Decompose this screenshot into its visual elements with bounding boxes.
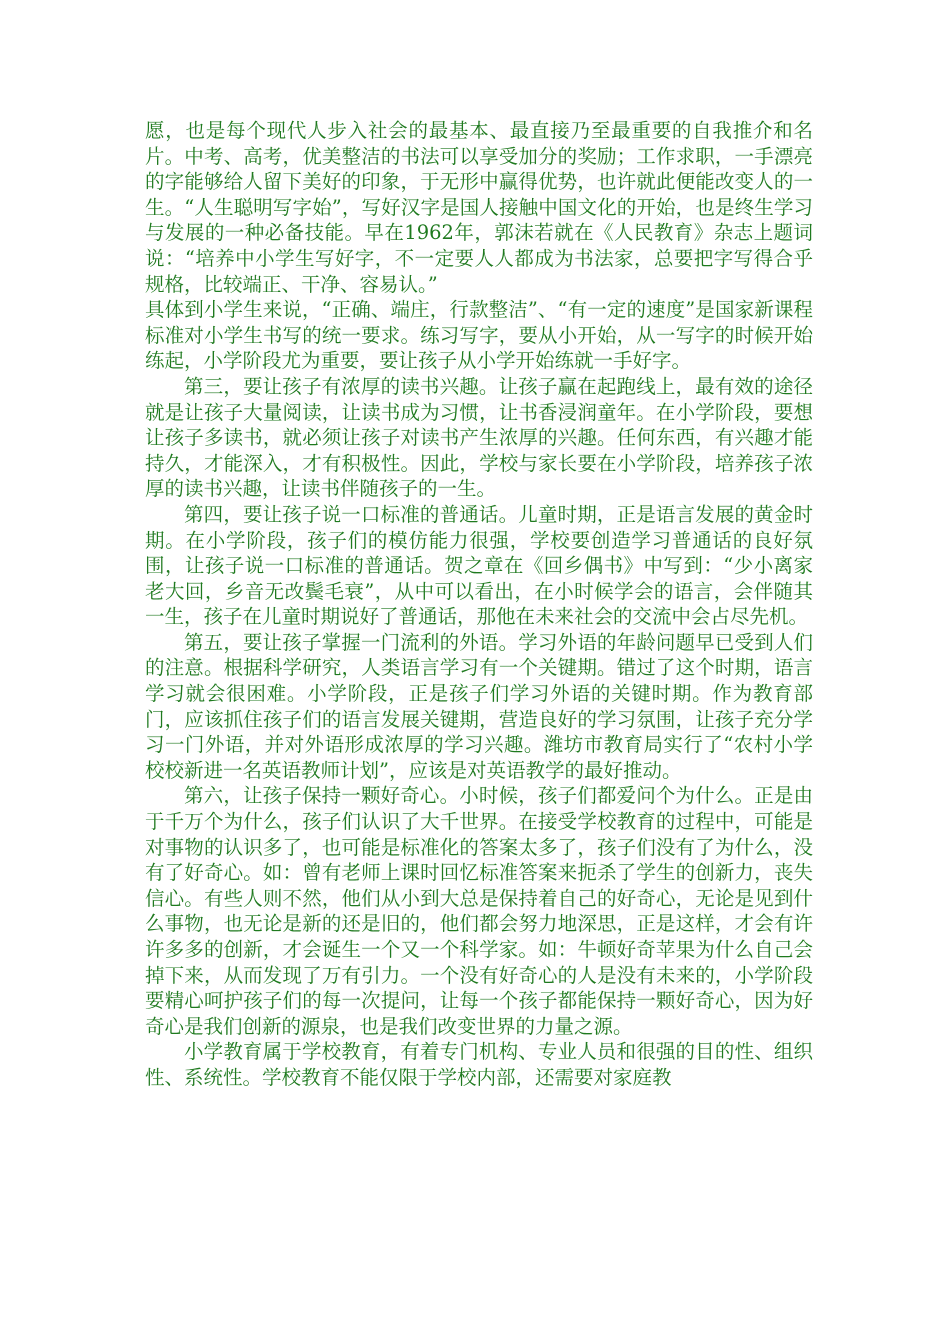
paragraph-third-reading-interest: 第三，要让孩子有浓厚的读书兴趣。让孩子赢在起跑线上，最有效的途径就是让孩子大量阅读，让读书成为习惯，让书香浸润童年。在小学阶段，要想让孩子多读书，就必须让孩子对读书产生浓厚的兴趣。任何东西，有兴趣才能持久，才能深入，才有积极性。因此，学校与家长要在小学阶段，培养孩子浓厚的读书兴趣，让读书伴随孩子的一生。 bbox=[145, 374, 813, 501]
paragraph-sixth-curiosity: 第六，让孩子保持一颗好奇心。小时候，孩子们都爱问个为什么。正是由于千万个为什么，孩子们认识了大千世界。在接受学校教育的过程中，可能是对事物的认识多了，也可能是标准化的答案太多了，孩子们没有了为什么，没有了好奇心。如：曾有老师上课时回忆标准答案来扼杀了学生的创新力，丧失信心。有些人则不然，他们从小到大总是保持着自己的好奇心，无论是见到什么事物，也无论是新的还是旧的，他们都会努力地深思，正是这样，才会有许许多多的创新，才会诞生一个又一个科学家。如：牛顿好奇苹果为什么自己会掉下来，从而发现了万有引力。一个没有好奇心的人是没有未来的，小学阶段要精心呵护孩子们的每一次提问，让每一个孩子都能保持一颗好奇心，因为好奇心是我们创新的源泉，也是我们改变世界的力量之源。 bbox=[145, 784, 813, 1038]
paragraph-calligraphy-importance: 愿，也是每个现代人步入社会的最基本、最直接乃至最重要的自我推介和名片。中考、高考，优美整洁的书法可以享受加分的奖励；工作求职，一手漂亮的字能够给人留下美好的印象，于无形中赢得优势，也许就此便能改变人的一生。“人生聪明写字始”，写好汉字是国人接触中国文化的开始，也是终生学习与发展的一种必备技能。早在1962年，郭沫若就在《人民教育》杂志上题词说：“培养中小学生写好字，不一定要人人都成为书法家，总要把字写得合乎规格，比较端正、干净、容易认。” bbox=[145, 119, 813, 296]
paragraph-fourth-mandarin: 第四，要让孩子说一口标准的普通话。儿童时期，正是语言发展的黄金时期。在小学阶段，孩子们的模仿能力很强，学校要创造学习普通话的良好氛围，让孩子说一口标准的普通话。贺之章在《回乡偶书》中写到：“少小离家老大回，乡音无改鬓毛衰”，从中可以看出，在小时候学会的语言，会伴随其一生，孩子在儿童时期说好了普通话，那他在未来社会的交流中会占尽先机。 bbox=[145, 502, 813, 629]
paragraph-writing-standards: 具体到小学生来说，“正确、端庄，行款整洁”、“有一定的速度”是国家新课程标准对小学生书写的统一要求。练习写字，要从小开始，从一写字的时候开始练起，小学阶段尤为重要，要让孩子从小学开始练就一手好字。 bbox=[145, 298, 813, 373]
document-page bbox=[145, 118, 813, 1091]
paragraph-school-education: 小学教育属于学校教育，有着专门机构、专业人员和很强的目的性、组织性、系统性。学校教育不能仅限于学校内部，还需要对家庭教 bbox=[145, 1040, 813, 1089]
paragraph-fifth-foreign-language: 第五，要让孩子掌握一门流利的外语。学习外语的年龄问题早已受到人们的注意。根据科学研究，人类语言学习有一个关键期。错过了这个时期，语言学习就会很困难。小学阶段，正是孩子们学习外语的关键时期。作为教育部门，应该抓住孩子们的语言发展关键期，营造良好的学习氛围，让孩子充分学习一门外语，并对外语形成浓厚的学习兴趣。潍坊市教育局实行了“农村小学校校新进一名英语教师计划”，应该是对英语教学的最好推动。 bbox=[145, 630, 813, 782]
